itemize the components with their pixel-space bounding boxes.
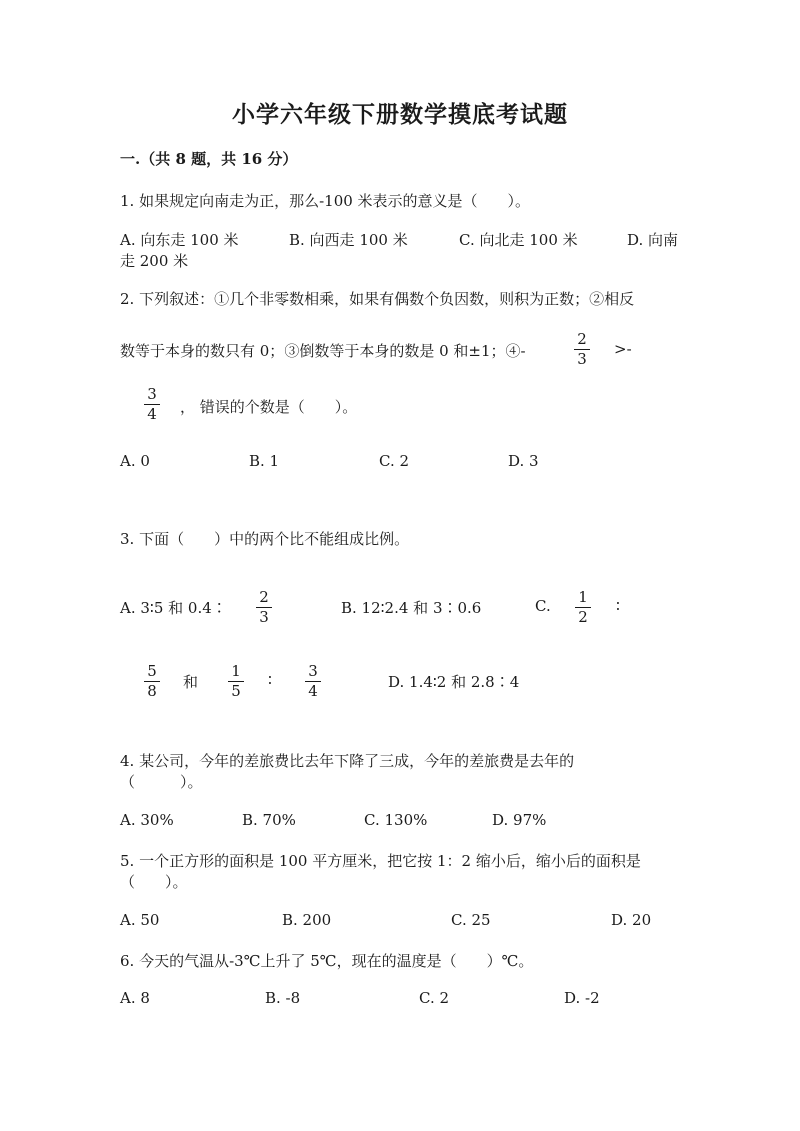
q4-stem-continued: （ ）。 (120, 773, 203, 791)
q3-option-c-fraction-1 (575, 589, 591, 626)
q1-option-c: C. 向北走 100 米 (459, 231, 578, 249)
q3-option-d: D. 1.4∶2 和 2.8∶4 (388, 673, 520, 691)
fraction-numerator: 1 (231, 662, 241, 680)
fraction-numerator: 2 (259, 588, 269, 606)
q6-option-d: D. -2 (564, 989, 600, 1007)
q6-stem: 6. 今天的气温从-3℃上升了 5℃，现在的温度是（ ）℃。 (120, 952, 534, 970)
fraction-numerator: 5 (147, 662, 157, 680)
fraction-numerator: 1 (578, 588, 588, 606)
q3-option-b: B. 12∶2.4 和 3∶0.6 (341, 599, 482, 617)
q3-option-c-fraction-2 (144, 663, 160, 700)
q4-stem: 4. 某公司，今年的差旅费比去年下降了三成，今年的差旅费是去年的 (120, 752, 575, 770)
q2-fraction-1 (574, 331, 590, 368)
section-header: 一.（共 8 题，共 16 分） (120, 150, 298, 168)
q3-option-c-fraction-4 (305, 663, 321, 700)
q3-option-c-fraction-3 (228, 663, 244, 700)
fraction-numerator: 2 (577, 330, 587, 348)
q3-option-c: C. (535, 597, 551, 615)
q3-ratio-colon-1: ∶ (616, 597, 620, 615)
q2-greater-than: >- (614, 340, 632, 358)
q1-option-b: B. 向西走 100 米 (289, 231, 408, 249)
q4-option-c: C. 130% (364, 811, 428, 829)
q2-line1: 2. 下列叙述：①几个非零数相乘，如果有偶数个负因数，则积为正数；②相反 (120, 290, 635, 308)
q2-option-d: D. 3 (508, 452, 539, 470)
q2-option-b: B. 1 (249, 452, 280, 470)
q3-and-label: 和 (183, 673, 199, 691)
q4-option-b: B. 70% (242, 811, 296, 829)
q6-option-b: B. -8 (265, 989, 301, 1007)
page-title: 小学六年级下册数学摸底考试题 (232, 101, 568, 128)
q2-fraction-2 (144, 386, 160, 423)
q6-option-a: A. 8 (120, 989, 150, 1007)
q5-option-b: B. 200 (282, 911, 332, 929)
fraction-denominator: 5 (231, 682, 241, 700)
q6-option-c: C. 2 (419, 989, 450, 1007)
q5-option-c: C. 25 (451, 911, 491, 929)
q3-stem: 3. 下面（ ）中的两个比不能组成比例。 (120, 530, 410, 548)
q1-option-d: D. 向南 (627, 231, 679, 249)
fraction-denominator: 4 (308, 682, 318, 700)
fraction-denominator: 3 (259, 608, 269, 626)
q5-stem-continued: （ ）。 (120, 873, 188, 891)
q1-option-a: A. 向东走 100 米 (120, 231, 239, 249)
fraction-numerator: 3 (147, 385, 157, 403)
q1-stem: 1. 如果规定向南走为正，那么-100 米表示的意义是（ ）。 (120, 192, 531, 210)
fraction-denominator: 8 (147, 682, 157, 700)
q3-option-a: A. 3∶5 和 0.4∶ (120, 599, 227, 617)
q3-ratio-colon-2: ∶ (268, 671, 272, 689)
q4-option-a: A. 30% (120, 811, 174, 829)
fraction-denominator: 2 (578, 608, 588, 626)
fraction-denominator: 4 (147, 405, 157, 423)
q5-option-d: D. 20 (611, 911, 652, 929)
fraction-denominator: 3 (577, 350, 587, 368)
q2-line3: ， 错误的个数是（ ）。 (180, 398, 358, 416)
q2-option-c: C. 2 (379, 452, 410, 470)
q2-line2: 数等于本身的数只有 0；③倒数等于本身的数是 0 和±1；④- (120, 342, 526, 360)
q3-option-a-fraction (256, 589, 272, 626)
q5-option-a: A. 50 (120, 911, 160, 929)
q5-stem: 5. 一个正方形的面积是 100 平方厘米，把它按 1：2 缩小后，缩小后的面积是 (120, 852, 641, 870)
fraction-numerator: 3 (308, 662, 318, 680)
q1-option-d-continued: 走 200 米 (120, 252, 189, 270)
q4-option-d: D. 97% (492, 811, 547, 829)
q2-option-a: A. 0 (120, 452, 150, 470)
